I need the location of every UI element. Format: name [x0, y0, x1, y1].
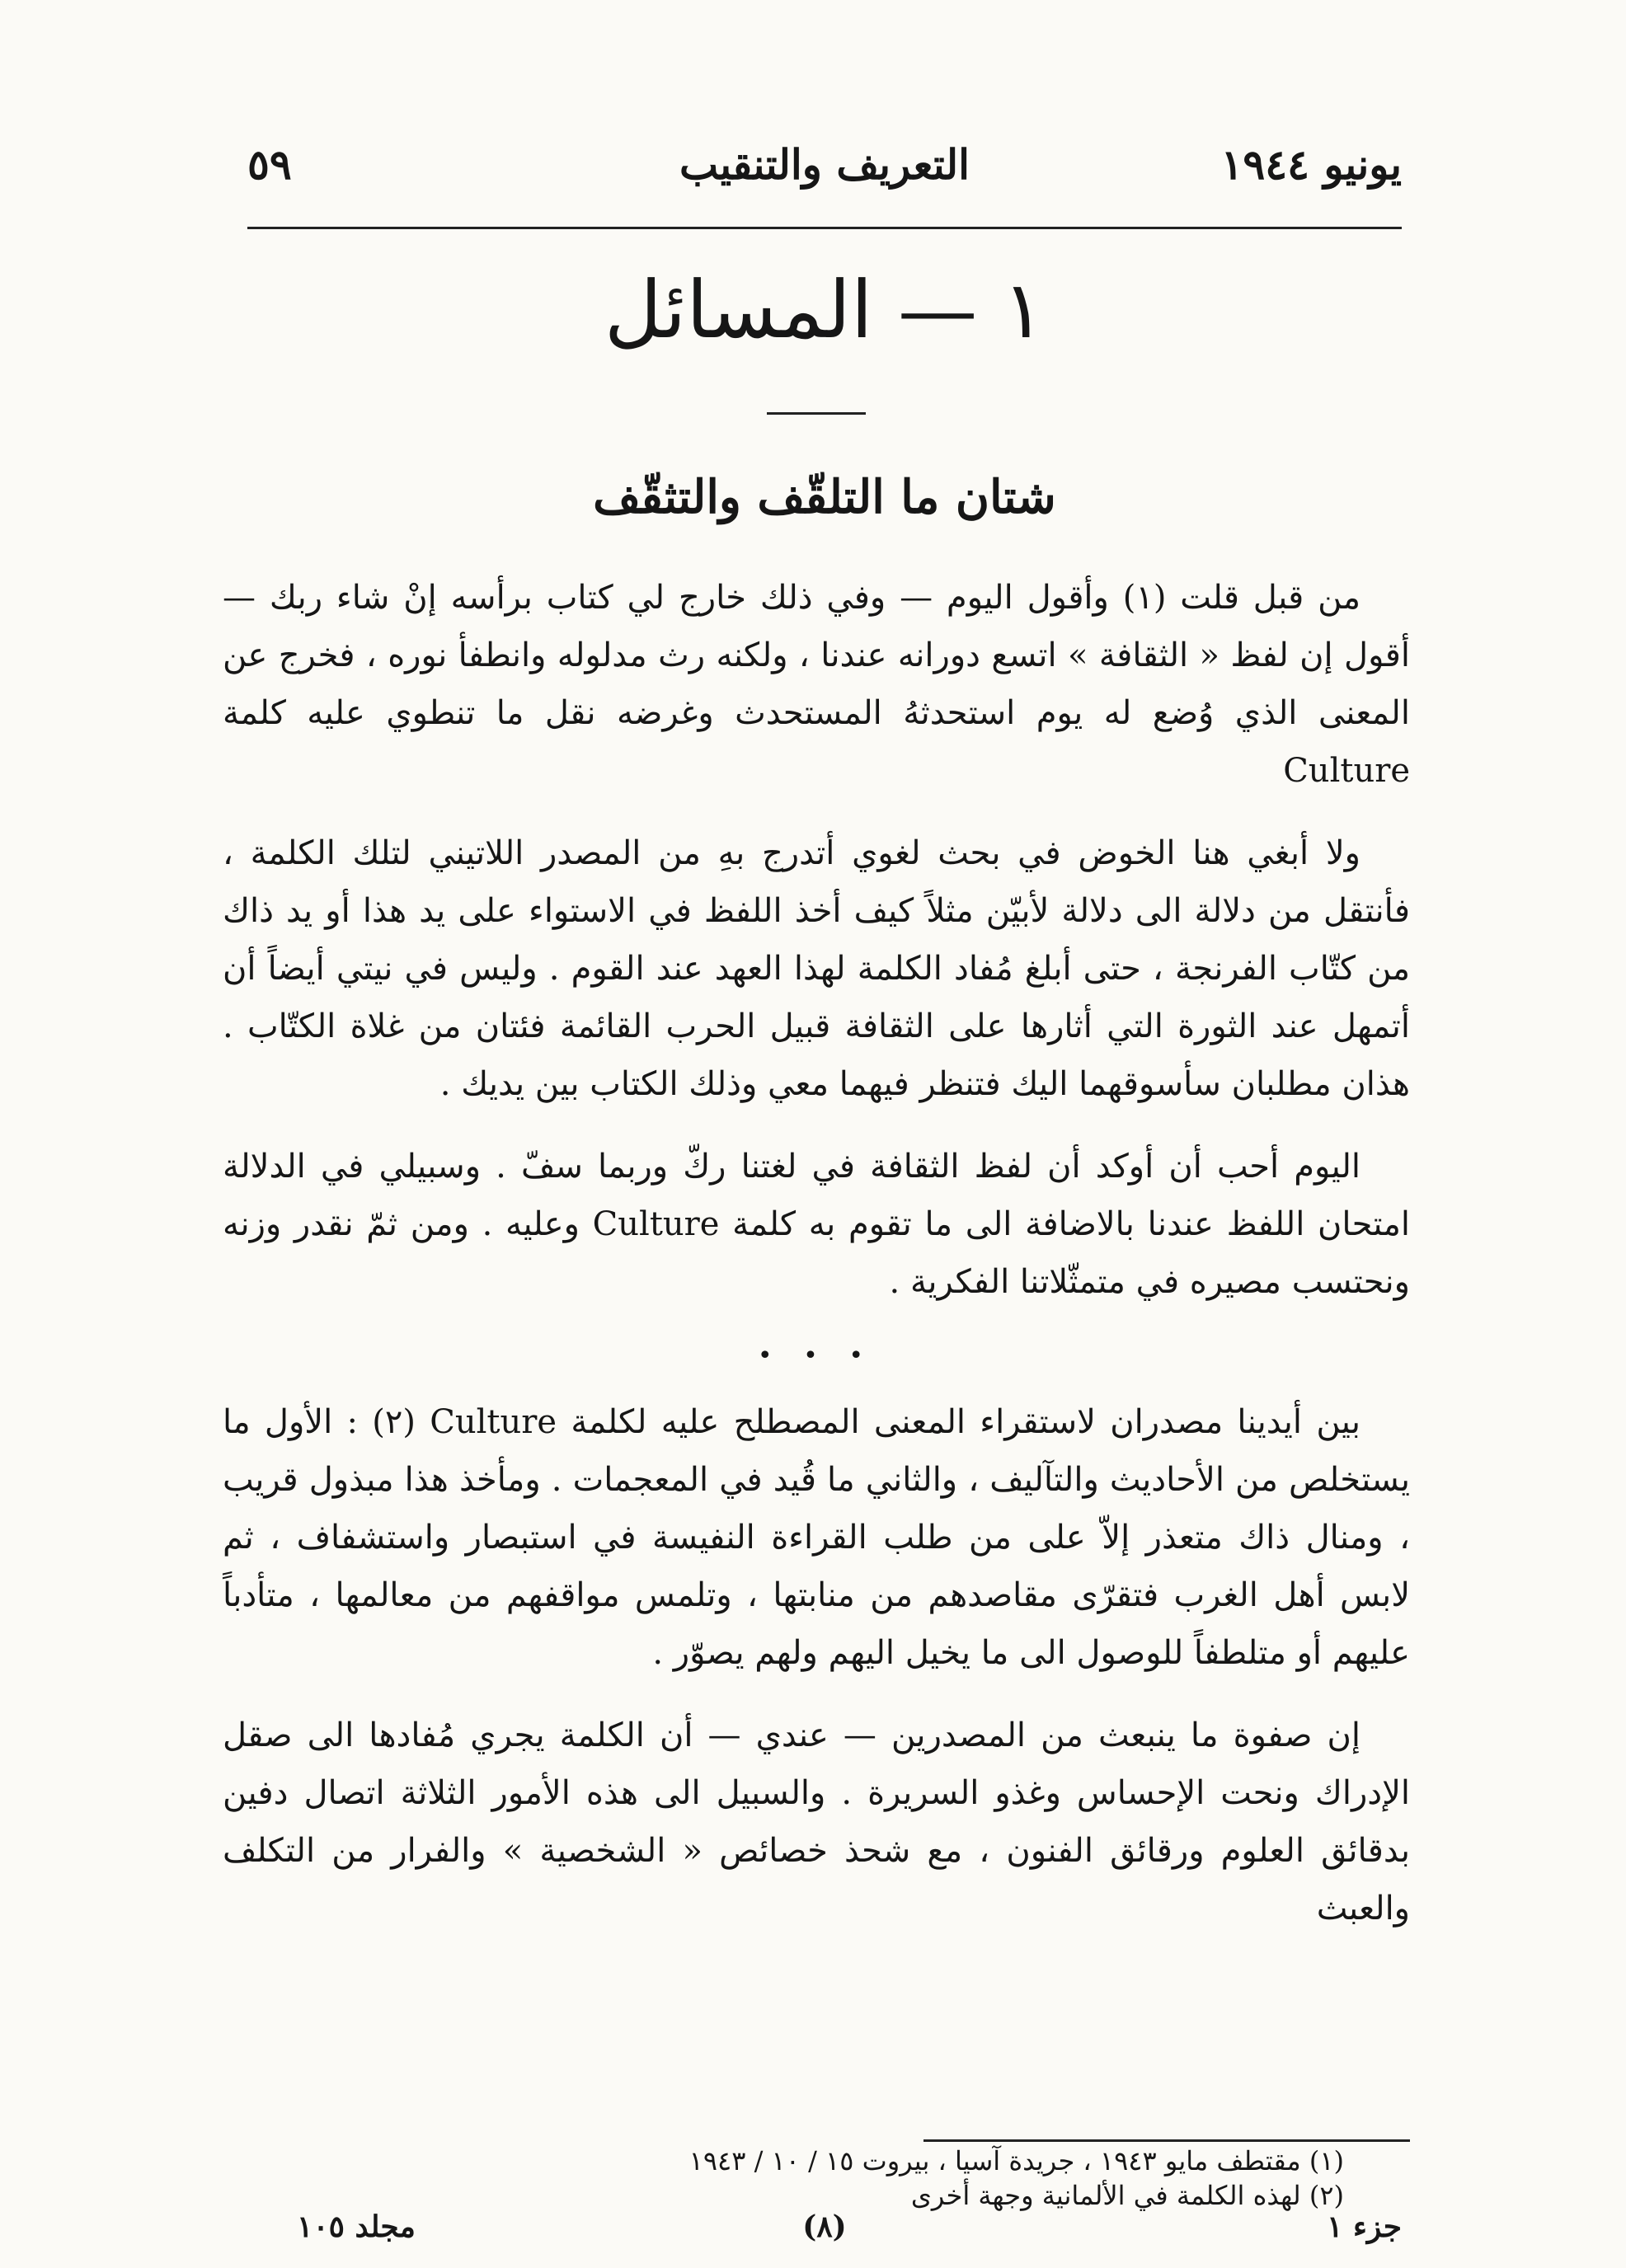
heading-divider — [767, 412, 866, 415]
paragraph-2: ولا أبغي هنا الخوض في بحث لغوي أتدرج بهِ من المصدر اللاتيني لتلك الكلمة ، فأنتقل من دلالة الى دلالة لأبيّن مثلاً كيف أخذ اللفظ في الاستواء على يد هذا أو يد ذاك من كتّاب الفرنجة ، حتى أبلغ مُفاد الكلمة لهذا العهد عند القوم . وليس في نيتي أيضاً أن أتمهل عند الثورة التي أثارها على الثقافة قبيل الحرب القائمة فئتان من غلاة الكتّاب . هذان مطلبان سأسوقهما اليك فتنظر فيهما معي وذلك الكتاب بين يديك . — [223, 834, 1410, 1103]
header-rule — [247, 227, 1402, 229]
paragraph-5: إن صفوة ما ينبعث من المصدرين — عندي — أن الكلمة يجري مُفادها الى صقل الإدراك ونحت الإحساس وغذو السريرة . والسبيل الى هذه الأمور الثلاثة اتصال دفين بدقائق العلوم ورقائق الفنون ، مع شحذ خصائص « الشخصية » والفرار من التكلف والعبث — [223, 1716, 1410, 1928]
footnote-1: (١) مقتطف مايو ١٩٤٣ ، جريدة آسيا ، بيروت ١٥ / ١٠ / ١٩٤٣ — [688, 2145, 1344, 2176]
section-separator: • • • — [757, 1341, 876, 1370]
paragraph-1: من قبل قلت (١) وأقول اليوم — وفي ذلك خارج لي كتاب برأسه إنْ شاء ربك — أقول إن لفظ « الثقافة » اتسع دورانه عندنا ، ولكنه رث مدلوله وانطفأ نوره ، فخرج عن المعنى الذي وُضع له يوم استحدثهُ المستحدث وغرضه نقل ما تنطوي عليه كلمة Culture — [223, 579, 1410, 790]
header-title: التعريف والتنقيب — [679, 140, 970, 189]
signature-line — [247, 2209, 1402, 2259]
signature-sheet: (٨) — [802, 2209, 847, 2244]
paragraph-4: بين أيدينا مصدران لاستقراء المعنى المصطلح عليه لكلمة Culture (٢) : الأول ما يستخلص من الأحاديث والتآليف ، والثاني ما قُيد في المعجمات . ومأخذ هذا مبذول قريب ، ومنال ذاك متعذر إلاّ على من طلب القراءة النفيسة في استبصار واستشفاف ، ثم لابس أهل الغرب فتقرّى مقاصدهم من منابتها ، وتلمس مواقفهم من معالمها ، متأدباً عليهم أو متلطفاً للوصول الى ما يخيل اليهم ولهم يصوّر . — [223, 1403, 1410, 1672]
running-header — [247, 132, 1402, 206]
section-heading: ١ — المسائل — [604, 264, 1046, 356]
article-body — [223, 569, 1410, 1962]
signature-volume: مجلد ١٠٥ — [297, 2209, 416, 2244]
footnote-rule — [923, 2139, 1410, 2142]
header-page-number: ٥٩ — [247, 140, 292, 189]
footnote-2: (٢) لهذه الكلمة في الألمانية وجهة أخرى — [910, 2180, 1344, 2211]
header-date: يونيو ١٩٤٤ — [1220, 140, 1402, 189]
footnotes — [247, 2144, 1344, 2213]
signature-part: جزء ١ — [1327, 2209, 1402, 2244]
article-title: شتان ما التلقّف والتثقّف — [593, 470, 1056, 524]
paragraph-3: اليوم أحب أن أوكد أن لفظ الثقافة في لغتنا ركّ وربما سفّ . وسبيلي في الدلالة امتحان اللفظ عندنا بالاضافة الى ما تقوم به كلمة Culture وعليه . ومن ثمّ نقدر وزنه ونحتسب مصيره في متمثّلاتنا الفكرية . — [223, 1148, 1411, 1301]
